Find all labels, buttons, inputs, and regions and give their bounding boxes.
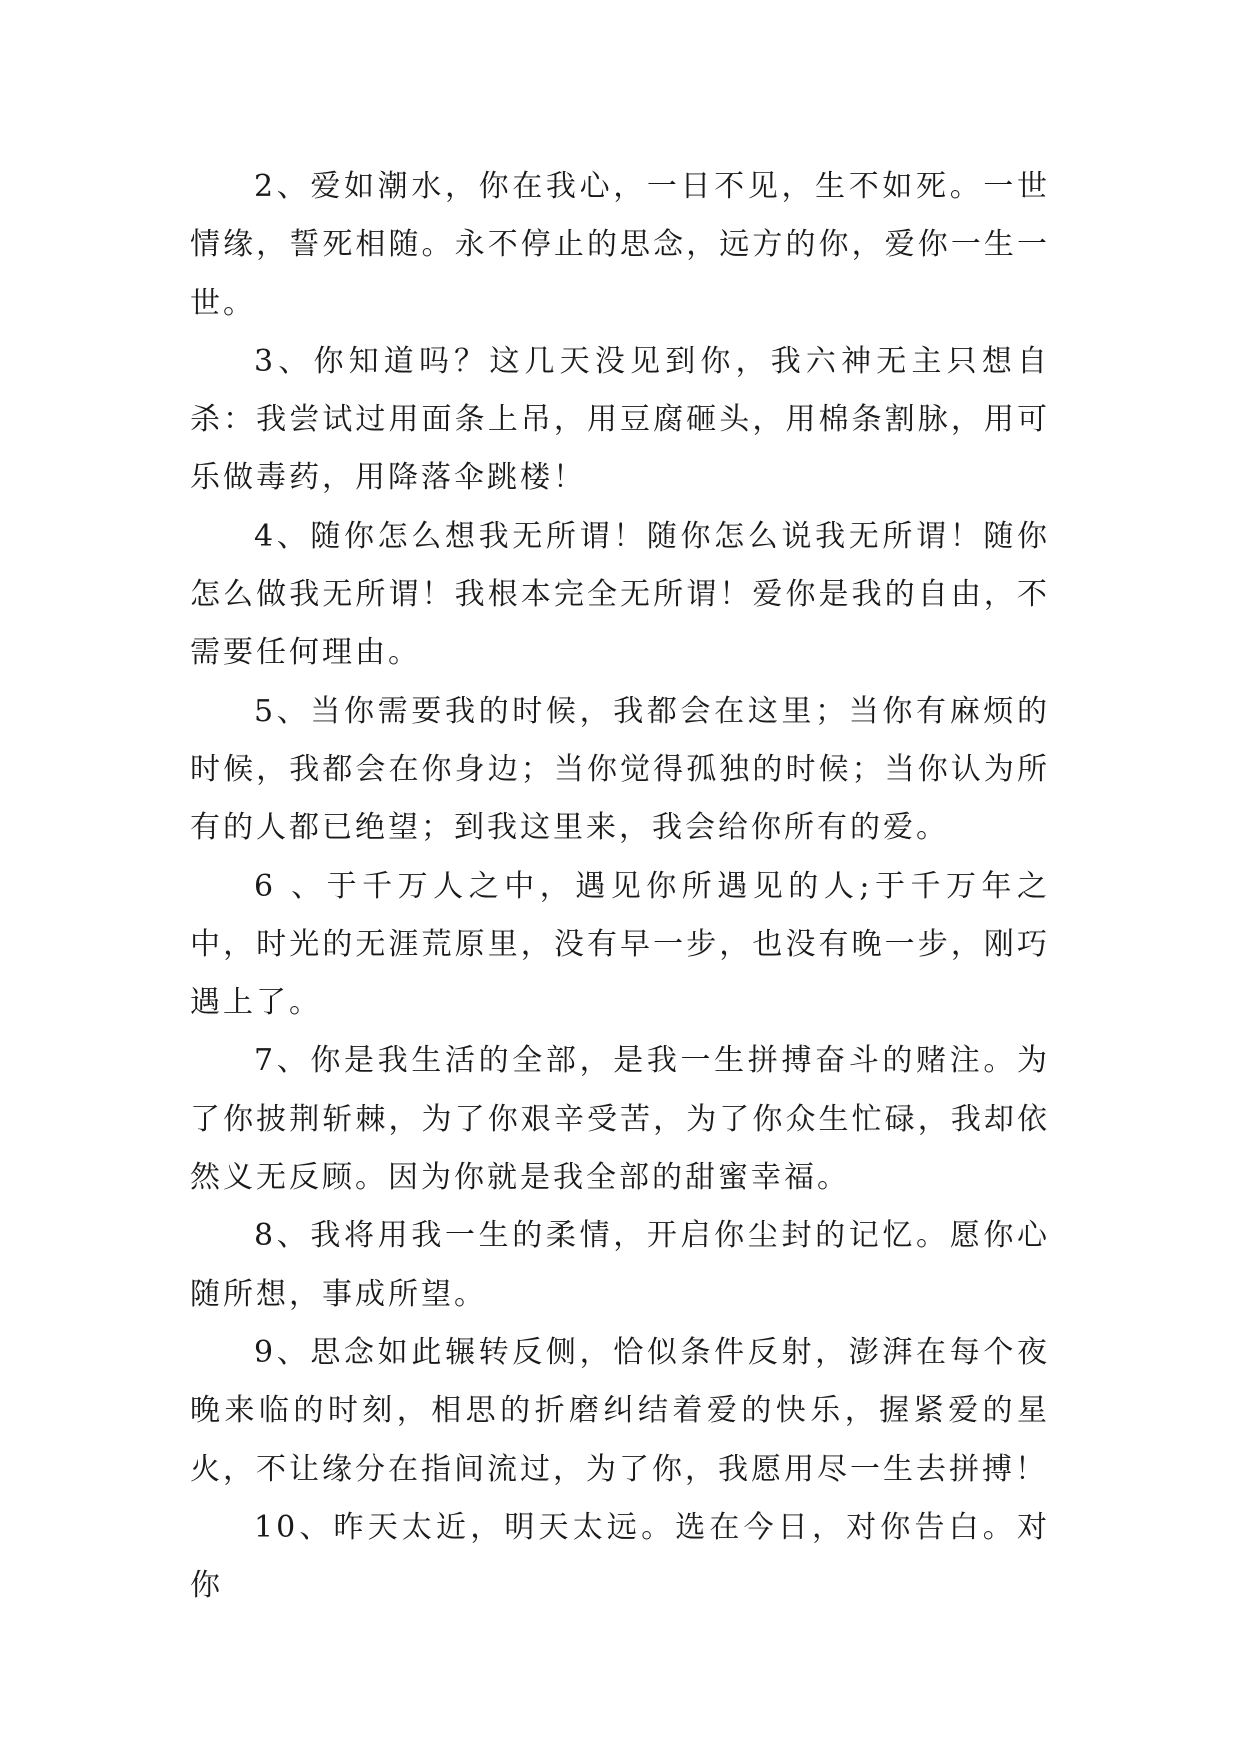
paragraph-3: 3、你知道吗？这几天没见到你，我六神无主只想自杀：我尝试过用面条上吊，用豆腐砸头，用棉条割脉，用可乐做毒药，用降落伞跳楼！ (190, 343, 1050, 496)
paragraph-7: 7、你是我生活的全部，是我一生拼搏奋斗的赌注。为了你披荆斩棘，为了你艰辛受苦，为了你众生忙碌，我却依然义无反顾。因为你就是我全部的甜蜜幸福。 (190, 1043, 1050, 1196)
paragraph-6: 6 、于千万人之中，遇见你所遇见的人;于千万年之中，时光的无涯荒原里，没有早一步，也没有晚一步，刚巧遇上了。 (190, 868, 1050, 1021)
paragraph-8: 8、我将用我一生的柔情，开启你尘封的记忆。愿你心随所想，事成所望。 (190, 1218, 1050, 1312)
paragraph-10: 10、昨天太近，明天太远。选在今日，对你告白。对你 (190, 1509, 1050, 1604)
paragraph-9: 9、思念如此辗转反侧，恰似条件反射，澎湃在每个夜晚来临的时刻，相思的折磨纠结着爱的快乐，握紧爱的星火，不让缘分在指间流过，为了你，我愿用尽一生去拼搏！ (190, 1334, 1050, 1487)
document-body (190, 158, 1050, 1615)
paragraph-5: 5、当你需要我的时候，我都会在这里；当你有麻烦的时候，我都会在你身边；当你觉得孤独的时候；当你认为所有的人都已绝望；到我这里来，我会给你所有的爱。 (190, 693, 1050, 846)
paragraph-4: 4、随你怎么想我无所谓！随你怎么说我无所谓！随你怎么做我无所谓！我根本完全无所谓！爱你是我的自由，不需要任何理由。 (190, 518, 1050, 671)
paragraph-2: 2、爱如潮水，你在我心，一日不见，生不如死。一世情缘，誓死相随。永不停止的思念，远方的你，爱你一生一世。 (190, 169, 1050, 321)
